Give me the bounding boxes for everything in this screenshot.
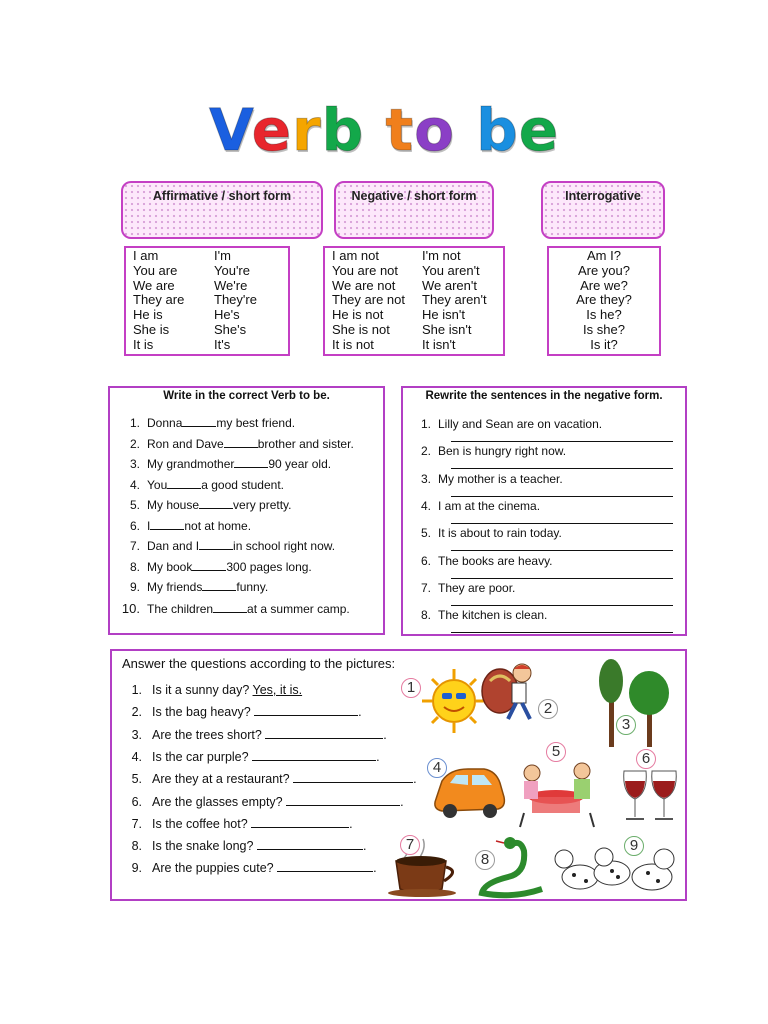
exercise-2-item bbox=[411, 417, 602, 431]
sentence-start: My friends bbox=[147, 580, 203, 594]
item-number: 8. bbox=[129, 559, 140, 574]
answer-blank[interactable] bbox=[224, 437, 258, 448]
verb-form: We aren't bbox=[422, 277, 477, 293]
item-number: 1. bbox=[129, 416, 140, 430]
sentence-end: very pretty. bbox=[233, 498, 292, 512]
title-space bbox=[364, 96, 385, 164]
exercise-2-item bbox=[411, 499, 540, 513]
question: Are the glasses empty? bbox=[152, 794, 283, 809]
sentence: I am at the cinema. bbox=[438, 498, 541, 513]
sentence: My mother is a teacher. bbox=[438, 471, 563, 486]
exercise-2-item bbox=[411, 608, 547, 622]
exercise-1-item bbox=[120, 560, 312, 574]
exercise-1-item bbox=[120, 580, 268, 594]
answer-blank[interactable] bbox=[199, 498, 233, 509]
verb-form: They are not bbox=[332, 292, 405, 308]
answer-blank[interactable] bbox=[167, 478, 201, 489]
exercise-3-item: 6. Are the glasses empty? . bbox=[122, 795, 404, 809]
answer-blank[interactable] bbox=[199, 539, 233, 550]
sentence: It is about to rain today. bbox=[438, 526, 562, 541]
title-letter: e bbox=[251, 96, 293, 164]
verb-form: Is she? bbox=[583, 321, 625, 337]
answer-blank[interactable] bbox=[213, 602, 247, 613]
negative-header-box bbox=[334, 181, 494, 239]
sentence-end: brother and sister. bbox=[257, 436, 354, 451]
answer-blank[interactable] bbox=[277, 861, 373, 872]
sentence-start: The children bbox=[147, 601, 214, 616]
exercise-2-title: Rewrite the sentences in the negative form. bbox=[425, 390, 663, 402]
verb-form: You're bbox=[214, 262, 250, 278]
exercise-2-item bbox=[411, 526, 562, 540]
sentence-start: I bbox=[147, 518, 151, 533]
verb-form: You aren't bbox=[422, 262, 480, 278]
question: Is the bag heavy? bbox=[152, 705, 251, 720]
item-number: 9. bbox=[129, 580, 140, 594]
exercise-1-item bbox=[120, 478, 284, 492]
item-number: 4. bbox=[131, 749, 142, 764]
verb-form: They are bbox=[133, 292, 185, 308]
answer-blank[interactable] bbox=[257, 839, 363, 850]
exercise-2-item bbox=[411, 472, 563, 486]
verb-form: They aren't bbox=[422, 292, 487, 308]
affirmative-table bbox=[124, 246, 290, 356]
answer-blank[interactable] bbox=[286, 795, 400, 806]
verb-form: You are not bbox=[332, 262, 399, 278]
exercise-3-item: 3. Are the trees short? . bbox=[122, 728, 387, 742]
verb-form: She is bbox=[133, 321, 170, 337]
negative-header: Negative / short form bbox=[351, 189, 477, 203]
negative-table bbox=[323, 246, 505, 356]
answer-blank[interactable] bbox=[254, 705, 358, 716]
exercise-answer-questions bbox=[110, 649, 687, 901]
affirmative-short-forms bbox=[214, 249, 257, 353]
answer-line[interactable] bbox=[451, 605, 673, 606]
item-number: 7. bbox=[420, 580, 431, 595]
title-letter: b bbox=[476, 96, 519, 164]
picture-number-3: 3 bbox=[616, 715, 636, 735]
exercise-3-item: 7. Is the coffee hot? . bbox=[122, 817, 353, 831]
sentence-end: not at home. bbox=[184, 518, 252, 533]
item-number: 5. bbox=[420, 526, 431, 541]
exercise-2-item bbox=[411, 444, 566, 458]
title-letter: V bbox=[208, 96, 252, 164]
verb-form: They're bbox=[214, 292, 257, 308]
title-letter: o bbox=[414, 96, 455, 164]
sentence-end: my best friend. bbox=[216, 416, 296, 430]
question: Are they at a restaurant? bbox=[152, 772, 290, 787]
verb-form: We're bbox=[214, 277, 248, 293]
item-number: 6. bbox=[131, 794, 142, 809]
verb-form: Is it? bbox=[590, 336, 618, 352]
exercise-1-item bbox=[120, 457, 331, 471]
verb-form: He isn't bbox=[422, 307, 465, 323]
exercise-3-item: 5. Are they at a restaurant? . bbox=[122, 772, 417, 786]
sentence-start: My house bbox=[147, 498, 200, 512]
affirmative-long-forms bbox=[133, 249, 184, 353]
item-number: 2. bbox=[420, 444, 431, 459]
sentence-end: 300 pages long. bbox=[226, 559, 312, 574]
verb-form: It isn't bbox=[422, 336, 456, 352]
exercise-1-item bbox=[116, 601, 350, 616]
answer-line[interactable] bbox=[451, 441, 673, 442]
verb-form: She is not bbox=[332, 321, 390, 337]
exercise-correct-verb bbox=[108, 386, 385, 635]
interrogative-header-box bbox=[541, 181, 665, 239]
answer-line[interactable] bbox=[451, 468, 673, 469]
verb-form: Is he? bbox=[586, 307, 622, 323]
item-number: 1. bbox=[131, 683, 142, 697]
sentence-start: You bbox=[147, 477, 168, 492]
item-number: 6. bbox=[420, 553, 431, 568]
sentence: Ben is hungry right now. bbox=[438, 444, 567, 459]
puppies-picture bbox=[555, 848, 674, 890]
sentence: The kitchen is clean. bbox=[438, 608, 548, 623]
sentence: The books are heavy. bbox=[438, 553, 553, 568]
answer-blank[interactable] bbox=[265, 728, 383, 739]
verb-form: Are you? bbox=[577, 262, 631, 278]
item-number: 8. bbox=[420, 608, 431, 623]
verb-form: I'm not bbox=[422, 248, 461, 263]
verb-form: I am not bbox=[332, 248, 379, 263]
sentence-end: a good student. bbox=[201, 477, 284, 492]
picture-number-8: 8 bbox=[475, 850, 495, 870]
exercise-1-item bbox=[120, 437, 354, 451]
verb-form: It's bbox=[214, 336, 231, 352]
title-letter: t bbox=[385, 96, 415, 164]
answer-line[interactable] bbox=[451, 578, 673, 579]
answer-blank[interactable] bbox=[252, 750, 376, 761]
negative-short-forms bbox=[422, 249, 487, 353]
verb-form: I am bbox=[133, 248, 159, 263]
exercise-negative-form bbox=[401, 386, 687, 636]
exercise-2-item bbox=[411, 554, 553, 568]
item-number: 8. bbox=[131, 839, 142, 854]
verb-form: I'm bbox=[214, 248, 231, 263]
answer-blank[interactable] bbox=[182, 416, 216, 427]
verb-form: Am I? bbox=[587, 248, 621, 263]
answer-blank[interactable] bbox=[192, 560, 226, 571]
verb-form: He is not bbox=[332, 307, 384, 323]
title-letter: r bbox=[292, 96, 322, 164]
item-number: 10. bbox=[121, 600, 140, 616]
question: Is the snake long? bbox=[152, 839, 254, 854]
item-number: 4. bbox=[129, 477, 140, 492]
exercise-1-item bbox=[120, 416, 295, 430]
verb-form: She's bbox=[214, 321, 247, 337]
sentence-start: My book bbox=[147, 559, 193, 574]
item-number: 1. bbox=[420, 417, 431, 431]
exercise-1-title: Write in the correct Verb to be. bbox=[163, 390, 330, 402]
sentence-end: at a summer camp. bbox=[247, 601, 350, 616]
verb-form: Are we? bbox=[580, 277, 628, 293]
title-space bbox=[455, 96, 476, 164]
sentence-start: My grandmother bbox=[147, 457, 235, 471]
verb-form: He's bbox=[214, 307, 240, 323]
coffee-picture bbox=[388, 839, 456, 897]
exercise-3-item: 2. Is the bag heavy? . bbox=[122, 705, 362, 719]
exercise-3-item: 9. Are the puppies cute? . bbox=[122, 861, 377, 875]
exercise-3-item bbox=[122, 683, 302, 697]
answer-blank[interactable] bbox=[293, 772, 413, 783]
exercise-1-item bbox=[120, 519, 251, 533]
glasses-picture bbox=[624, 771, 677, 819]
picture-number-2: 2 bbox=[538, 699, 558, 719]
item-number: 3. bbox=[129, 457, 140, 471]
sentence-start: Donna bbox=[147, 416, 183, 430]
answer-line[interactable] bbox=[451, 496, 673, 497]
sun-picture bbox=[422, 669, 486, 733]
interrogative-forms bbox=[549, 249, 659, 353]
interrogative-header: Interrogative bbox=[565, 189, 641, 203]
exercise-2-item bbox=[411, 581, 515, 595]
picture-number-4: 4 bbox=[427, 758, 447, 778]
sentence-start: Dan and I bbox=[147, 539, 200, 553]
interrogative-table bbox=[547, 246, 661, 356]
verb-form: We are not bbox=[332, 277, 396, 293]
item-number: 4. bbox=[420, 498, 431, 513]
picture-number-9: 9 bbox=[624, 836, 644, 856]
item-number: 6. bbox=[129, 518, 140, 533]
question: Is the car purple? bbox=[152, 749, 249, 764]
verb-form: She isn't bbox=[422, 321, 472, 337]
question: Are the trees short? bbox=[152, 727, 262, 742]
title-letter: e bbox=[518, 96, 560, 164]
picture-number-1: 1 bbox=[401, 678, 421, 698]
question: Are the puppies cute? bbox=[152, 861, 274, 876]
verb-form: It is bbox=[133, 336, 154, 352]
answer-blank[interactable] bbox=[150, 519, 184, 530]
answer-blank[interactable] bbox=[202, 580, 236, 591]
item-number: 3. bbox=[420, 471, 431, 486]
exercise-1-item bbox=[120, 539, 335, 553]
exercise-3-item: 8. Is the snake long? . bbox=[122, 839, 366, 853]
item-number: 7. bbox=[131, 816, 142, 831]
sample-answer: Yes, it is. bbox=[252, 683, 303, 697]
exercise-3-title: Answer the questions according to the pictures: bbox=[122, 656, 396, 671]
sentence: They are poor. bbox=[438, 580, 516, 595]
item-number: 5. bbox=[129, 498, 140, 512]
verb-form: You are bbox=[133, 262, 178, 278]
car-picture bbox=[435, 769, 505, 818]
bag-picture bbox=[482, 664, 531, 719]
sentence: Lilly and Sean are on vacation. bbox=[438, 417, 603, 431]
trees-picture bbox=[599, 659, 669, 747]
negative-long-forms bbox=[332, 249, 405, 353]
answer-blank[interactable] bbox=[251, 817, 349, 828]
sentence-end: funny. bbox=[236, 580, 269, 594]
question: Is the coffee hot? bbox=[152, 816, 248, 831]
restaurant-picture bbox=[520, 763, 594, 827]
sentence-end: in school right now. bbox=[233, 539, 336, 553]
item-number: 7. bbox=[129, 539, 140, 553]
answer-line[interactable] bbox=[451, 550, 673, 551]
worksheet-title bbox=[0, 96, 768, 164]
picture-number-7: 7 bbox=[400, 835, 420, 855]
verb-form: Are they? bbox=[576, 292, 632, 308]
title-letter: b bbox=[321, 96, 365, 164]
item-number: 9. bbox=[131, 861, 142, 876]
verb-form: He is bbox=[133, 307, 163, 323]
affirmative-header: Affirmative / short form bbox=[152, 189, 292, 203]
picture-number-5: 5 bbox=[546, 742, 566, 762]
verb-form: We are bbox=[133, 277, 175, 293]
sentence-end: 90 year old. bbox=[268, 457, 332, 471]
item-number: 2. bbox=[131, 705, 142, 720]
verb-form: It is not bbox=[332, 336, 374, 352]
item-number: 2. bbox=[129, 436, 140, 451]
exercise-1-item bbox=[120, 498, 292, 512]
affirmative-header-box bbox=[121, 181, 323, 239]
item-number: 3. bbox=[131, 727, 142, 742]
sentence-start: Ron and Dave bbox=[147, 436, 224, 451]
answer-blank[interactable] bbox=[234, 457, 268, 468]
picture-number-6: 6 bbox=[636, 749, 656, 769]
answer-line[interactable] bbox=[451, 523, 673, 524]
exercise-3-item: 4. Is the car purple? . bbox=[122, 750, 380, 764]
item-number: 5. bbox=[131, 772, 142, 787]
question: Is it a sunny day? bbox=[152, 683, 250, 697]
answer-line[interactable] bbox=[451, 632, 673, 633]
